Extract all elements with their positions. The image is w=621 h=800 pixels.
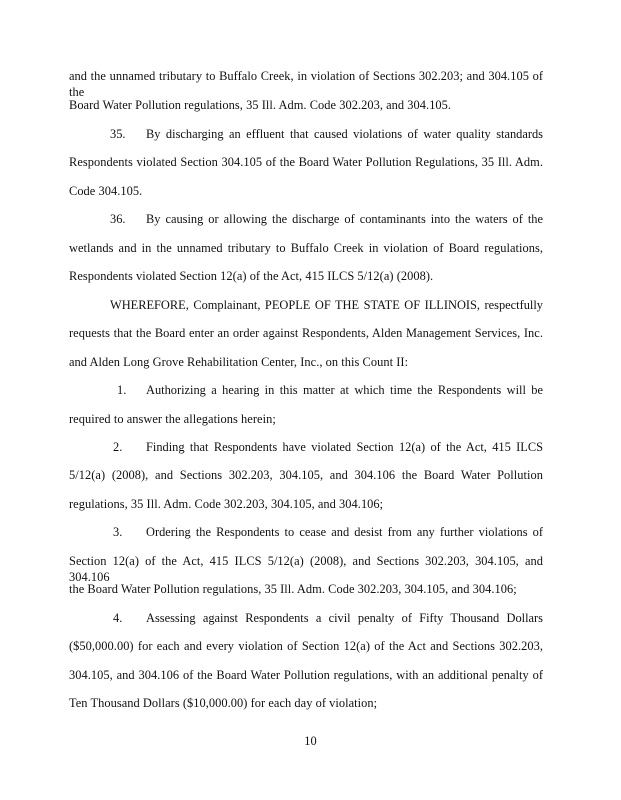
text-line: and Alden Long Grove Rehabilitation Center, Inc., on this Count II: (69, 355, 409, 369)
text-line: Ordering the Respondents to cease and desist from any further violations of (146, 525, 543, 539)
list-item-number: 2. (113, 440, 123, 454)
text-line: requests that the Board enter an order against Respondents, Alden Management Services, Inc. (69, 326, 543, 340)
text-line: the Board Water Pollution regulations, 35 Ill. Adm. Code 302.203, 304.105, and 304.106; (69, 582, 517, 596)
text-line: 304.105, and 304.106 of the Board Water Pollution regulations, with an additional penalty of (69, 668, 543, 682)
text-line: and the unnamed tributary to Buffalo Creek, in violation of Sections 302.203; and 304.105 of the (69, 69, 543, 99)
text-line: Authorizing a hearing in this matter at which time the Respondents will be (146, 383, 543, 397)
text-line: Respondents violated Section 12(a) of the Act, 415 ILCS 5/12(a) (2008). (69, 269, 434, 283)
list-item-number: 1. (117, 383, 127, 397)
text-line: Ten Thousand Dollars ($10,000.00) for each day of violation; (69, 696, 378, 710)
page-number: 10 (304, 734, 317, 748)
text-line: required to answer the allegations herein; (69, 412, 276, 426)
text-line: 5/12(a) (2008), and Sections 302.203, 304.105, and 304.106 the Board Water Pollution (69, 468, 543, 482)
text-line: wetlands and in the unnamed tributary to Buffalo Creek in violation of Board regulations, (69, 241, 543, 255)
text-line: Assessing against Respondents a civil penalty of Fifty Thousand Dollars (146, 611, 543, 625)
text-line: Board Water Pollution regulations, 35 Ill. Adm. Code 302.203, and 304.105. (69, 98, 452, 112)
text-line: Respondents violated Section 304.105 of the Board Water Pollution Regulations, 35 Ill. Adm. (69, 155, 543, 169)
text-line: Code 304.105. (69, 184, 143, 198)
text-line: regulations, 35 Ill. Adm. Code 302.203, 304.105, and 304.106; (69, 497, 384, 511)
paragraph-number: 36. (110, 212, 126, 226)
text-line: ($50,000.00) for each and every violation of Section 12(a) of the Act and Sections 302.203, (69, 639, 543, 653)
text-line: By causing or allowing the discharge of contaminants into the waters of the (146, 212, 543, 226)
text-line: Finding that Respondents have violated Section 12(a) of the Act, 415 ILCS (146, 440, 543, 454)
text-line: Section 12(a) of the Act, 415 ILCS 5/12(a) (2008), and Sections 302.203, 304.105, and 304.106 (69, 554, 543, 584)
paragraph-number: 35. (110, 127, 126, 141)
list-item-number: 3. (113, 525, 123, 539)
list-item-number: 4. (113, 611, 123, 625)
wherefore-clause: WHEREFORE, Complainant, PEOPLE OF THE STATE OF ILLINOIS, respectfully (110, 298, 543, 312)
text-line: By discharging an effluent that caused violations of water quality standards (146, 127, 543, 141)
